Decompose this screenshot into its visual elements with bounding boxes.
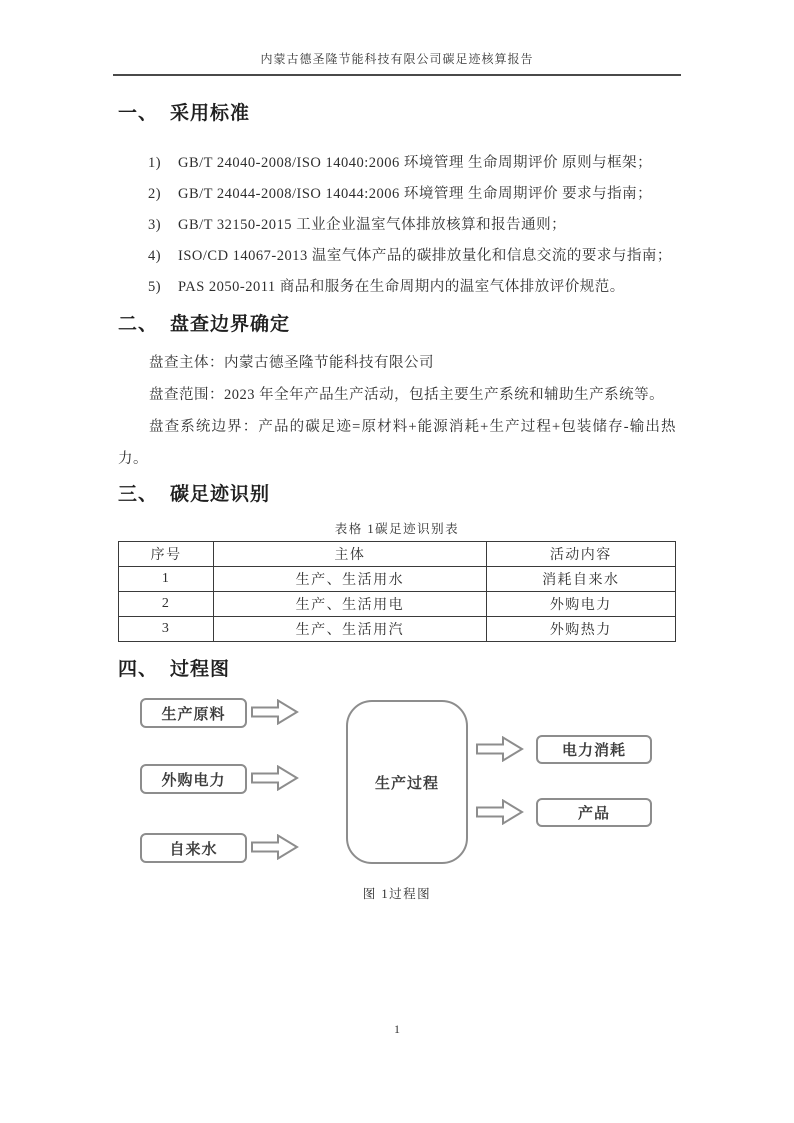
standard-item — [118, 210, 676, 241]
section-number: 三、 — [118, 484, 159, 505]
section-number: 二、 — [118, 314, 159, 335]
figure-caption: 图 1过程图 — [362, 887, 432, 901]
section-title: 盘查边界确定 — [170, 314, 291, 335]
list-item-number: 5) — [148, 279, 162, 295]
cell-subject: 生产、生活用水 — [214, 567, 486, 592]
cell-index: 1 — [119, 567, 214, 592]
section-title: 过程图 — [170, 659, 231, 680]
boundary-paragraphs — [118, 347, 676, 475]
section-title: 采用标准 — [170, 103, 251, 124]
table-row — [119, 567, 676, 592]
diagram-process-box: 生产过程 — [346, 700, 468, 864]
standard-item — [118, 179, 676, 210]
paragraph-scope: 盘查范围：2023 年全年产品生产活动，包括主要生产系统和辅助生产系统等。 — [149, 387, 665, 403]
standard-item — [118, 241, 676, 272]
flow-arrow-icon — [251, 834, 299, 860]
list-item-number: 1) — [148, 155, 162, 171]
cell-activity: 消耗自来水 — [486, 567, 675, 592]
page-content — [118, 0, 676, 902]
cell-activity: 外购电力 — [486, 592, 675, 617]
standard-item — [118, 272, 676, 303]
section-heading-identification — [118, 481, 676, 509]
diagram-input-box: 生产原料 — [140, 698, 247, 728]
section-heading-boundary — [118, 311, 676, 339]
column-header: 主体 — [214, 542, 486, 567]
section-number: 一、 — [118, 103, 159, 124]
process-flow-diagram — [118, 698, 676, 868]
paragraph-system-boundary: 盘查系统边界：产品的碳足迹=原材料+能源消耗+生产过程+包装储存-输出热力。 — [118, 419, 676, 467]
table-caption: 表格 1碳足迹识别表 — [334, 522, 460, 536]
standard-item — [118, 148, 676, 179]
section-heading-process-diagram — [118, 656, 676, 684]
list-item-text: PAS 2050-2011 商品和服务在生命周期内的温室气体排放评价规范。 — [178, 279, 625, 295]
diagram-output-box: 电力消耗 — [536, 735, 652, 764]
page-number: 1 — [394, 1022, 400, 1036]
table-header-row — [119, 542, 676, 567]
column-header: 序号 — [119, 542, 214, 567]
diagram-input-box: 外购电力 — [140, 764, 247, 794]
standards-list — [118, 148, 676, 303]
cell-index: 3 — [119, 617, 214, 642]
section-heading-standards — [118, 100, 676, 128]
section-title: 碳足迹识别 — [170, 484, 271, 505]
diagram-output-box: 产品 — [536, 798, 652, 827]
paragraph-subject: 盘查主体：内蒙古德圣隆节能科技有限公司 — [149, 355, 434, 371]
cell-activity: 外购热力 — [486, 617, 675, 642]
cell-subject: 生产、生活用汽 — [214, 617, 486, 642]
cell-index: 2 — [119, 592, 214, 617]
list-item-number: 3) — [148, 217, 162, 233]
list-item-text: GB/T 24040-2008/ISO 14040:2006 环境管理 生命周期评价 原则与框架； — [178, 155, 653, 171]
list-item-number: 2) — [148, 186, 162, 202]
flow-arrow-icon — [476, 736, 524, 762]
list-item-text: GB/T 32150-2015 工业企业温室气体排放核算和报告通则； — [178, 217, 567, 233]
diagram-input-box: 自来水 — [140, 833, 247, 863]
list-item-number: 4) — [148, 248, 162, 264]
table-row — [119, 592, 676, 617]
list-item-text: ISO/CD 14067-2013 温室气体产品的碳排放量化和信息交流的要求与指南； — [178, 248, 672, 264]
flow-arrow-icon — [251, 699, 299, 725]
table-row — [119, 617, 676, 642]
footprint-table — [118, 541, 676, 642]
cell-subject: 生产、生活用电 — [214, 592, 486, 617]
list-item-text: GB/T 24044-2008/ISO 14044:2006 环境管理 生命周期评价 要求与指南； — [178, 186, 653, 202]
header-title: 内蒙古德圣隆节能科技有限公司碳足迹核算报告 — [260, 52, 534, 66]
column-header: 活动内容 — [486, 542, 675, 567]
section-number: 四、 — [118, 659, 159, 680]
flow-arrow-icon — [476, 799, 524, 825]
flow-arrow-icon — [251, 765, 299, 791]
